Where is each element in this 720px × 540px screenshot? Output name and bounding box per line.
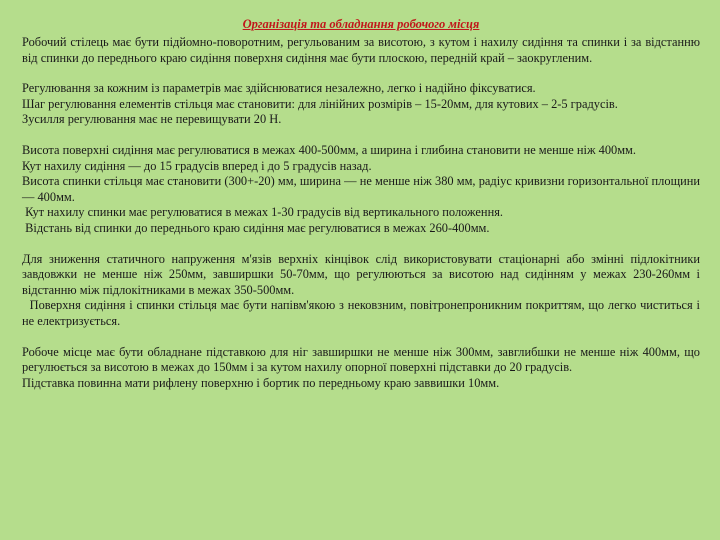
paragraph-backrest-size: Висота спинки стільця має становити (300+-20) мм, ширина — не менше ніж 380 мм, радіус кривизни горизонтальної площини — 400мм. — [22, 174, 700, 204]
paragraph-seat-height: Висота поверхні сидіння має регулюватися в межах 400-500мм, а ширина і глибина становити не менше ніж 400мм. — [22, 142, 637, 157]
paragraph-seat-tilt: Кут нахилу сидіння — до 15 градусів вперед і до 5 градусів назад. — [22, 158, 372, 173]
paragraph-backrest-distance: Відстань від спинки до переднього краю сидіння має регулюватися в межах 260-400мм. — [22, 220, 490, 235]
paragraph-seat-surface: Поверхня сидіння і спинки стільця має бути напівм'якою з нековзним, повітронепроникним покриттям, що легко чиститься і не електризується. — [22, 298, 704, 328]
paragraph-armrests: Для зниження статичного напруження м'язів верхніх кінцівок слід використовувати стаціонарні або змінні підлокітники завдовжки не менше ніж 250мм, завширшки 50-70мм, що регулюються за висотою над сидінням у межах 230-260мм і відстанню між підлокітниками в межах 350-500мм. — [22, 251, 700, 297]
spacer — [22, 330, 700, 345]
paragraph-adjustment-independent: Регулювання за кожним із параметрів має здійснюватися незалежно, легко і надійно фіксуватися. — [22, 81, 536, 96]
paragraph-adjustment-step: Шаг регулювання елементів стільця має становити: для лінійних розмірів – 15-20мм, для кутових – 2-5 градусів. — [22, 96, 618, 111]
paragraph-footrest: Робоче місце має бути обладнане підставкою для ніг завширшки не менше ніж 300мм, завглибшки не менше ніж 400мм, що регулюється за висотою в межах до 150мм і за кутом нахилу опорної поверхні підставки до 20 градусів. — [22, 344, 700, 375]
spacer — [22, 128, 700, 143]
paragraph-adjustment-force: Зусилля регулювання має не перевищувати 20 Н. — [22, 112, 282, 127]
paragraph-chair-general: Робочий стілець має бути підйомно-поворотним, регульованим за висотою, з кутом і нахилу сидіння та спинки і за відстанню від спинки до переднього краю сидіння поверхня сидіння має бути плоскою, передній край – заокругленим. — [22, 35, 700, 65]
slide-title: Організація та обладнання робочого місця — [242, 17, 480, 31]
paragraph-footrest-surface: Підставка повинна мати рифлену поверхню і бортик по передньому краю заввишки 10мм. — [22, 375, 500, 390]
spacer — [22, 237, 700, 252]
spacer — [22, 66, 700, 81]
paragraph-backrest-tilt: Кут нахилу спинки має регулюватися в межах 1-30 градусів від вертикального положення. — [22, 205, 503, 220]
